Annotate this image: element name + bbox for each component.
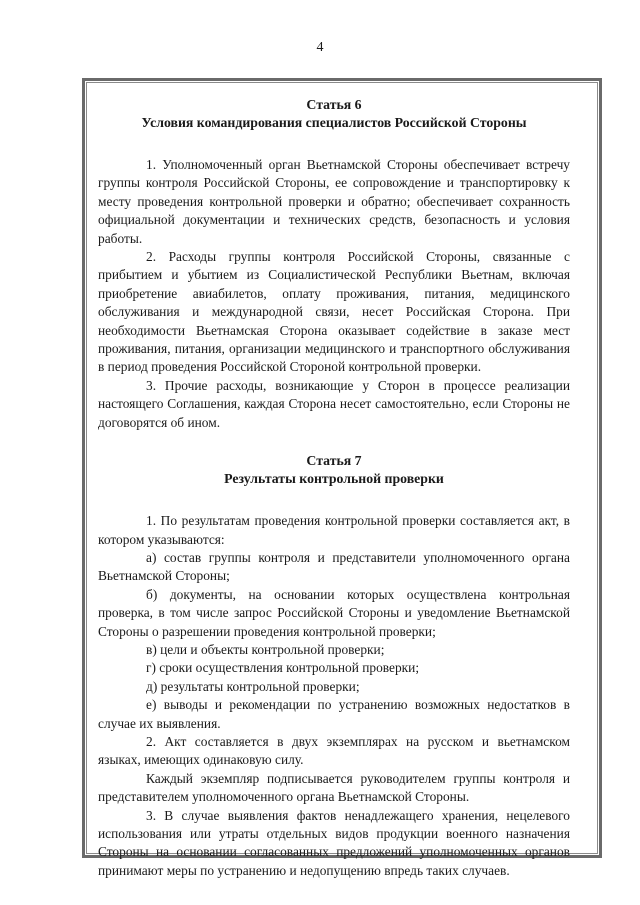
article-7-paragraph-3: 3. В случае выявления фактов ненадлежащего хранения, нецелевого использования или утраты отдельных видов продукции военного назначения Стороны на основании согласованных предложений уполномоченных органов принимают меры по устранению и недопущению впредь таких случаев.: [98, 807, 570, 878]
article-7-paragraph-2: 2. Акт составляется в двух экземплярах на русском и вьетнамском языках, имеющих одинаковую силу.: [98, 733, 570, 768]
article-7-item-g: г) сроки осуществления контрольной проверки;: [146, 660, 420, 676]
article-6-title: Условия командирования специалистов Российской Стороны: [141, 115, 527, 130]
article-7-paragraph-signing: Каждый экземпляр подписывается руководителем группы контроля и представителем уполномоченного органа Вьетнамской Стороны.: [98, 770, 570, 805]
article-6-paragraph-1: 1. Уполномоченный орган Вьетнамской Стороны обеспечивает встречу группы контроля Российской Стороны, ее сопровождение и транспортировку к месту проведения контрольной проверки и обратно; обеспечивает сохранность официальной документации и технических средств, безопасность и условия работы.: [98, 157, 570, 246]
article-6-paragraph-2: 2. Расходы группы контроля Российской Стороны, связанные с прибытием и убытием из Социалистической Республики Вьетнам, включая приобретение авиабилетов, оплату проживания, питания, медицинского обслуживания и международной связи, несет Российская Сторона. При необходимости Вьетнамская Сторона оказывает содействие в заказе мест проживания, питания, организации медицинского и транспортного обслуживания в период проведения Российской Стороной контрольной проверки.: [98, 249, 570, 375]
article-7-item-e: е) выводы и рекомендации по устранению возможных недостатков в случае их выявления.: [98, 697, 570, 731]
article-7-item-d: д) результаты контрольной проверки;: [146, 678, 360, 694]
document-body: [98, 96, 570, 880]
article-7-number: Статья 7: [306, 453, 362, 469]
article-7-item-a: а) состав группы контроля и представители уполномоченного органа Вьетнамской Стороны;: [98, 549, 570, 584]
article-7-item-b: б) документы, на основании которых осуществлена контрольная проверка, в том числе запрос Российской Стороны и уведомление Вьетнамской Стороны о разрешении проведения контрольной проверки;: [98, 586, 570, 639]
article-7-paragraph-1: 1. По результатам проведения контрольной проверки составляется акт, в котором указываются:: [98, 513, 570, 547]
article-7-title: Результаты контрольной проверки: [224, 471, 444, 487]
page-number: 4: [316, 40, 324, 55]
article-6-paragraph-3: 3. Прочие расходы, возникающие у Сторон в процессе реализации настоящего Соглашения, каждая Сторона несет самостоятельно, если Стороны не договорятся об ином.: [98, 377, 570, 430]
article-7-item-v: в) цели и объекты контрольной проверки;: [146, 641, 385, 657]
article-6-number: Статья 6: [306, 97, 362, 112]
